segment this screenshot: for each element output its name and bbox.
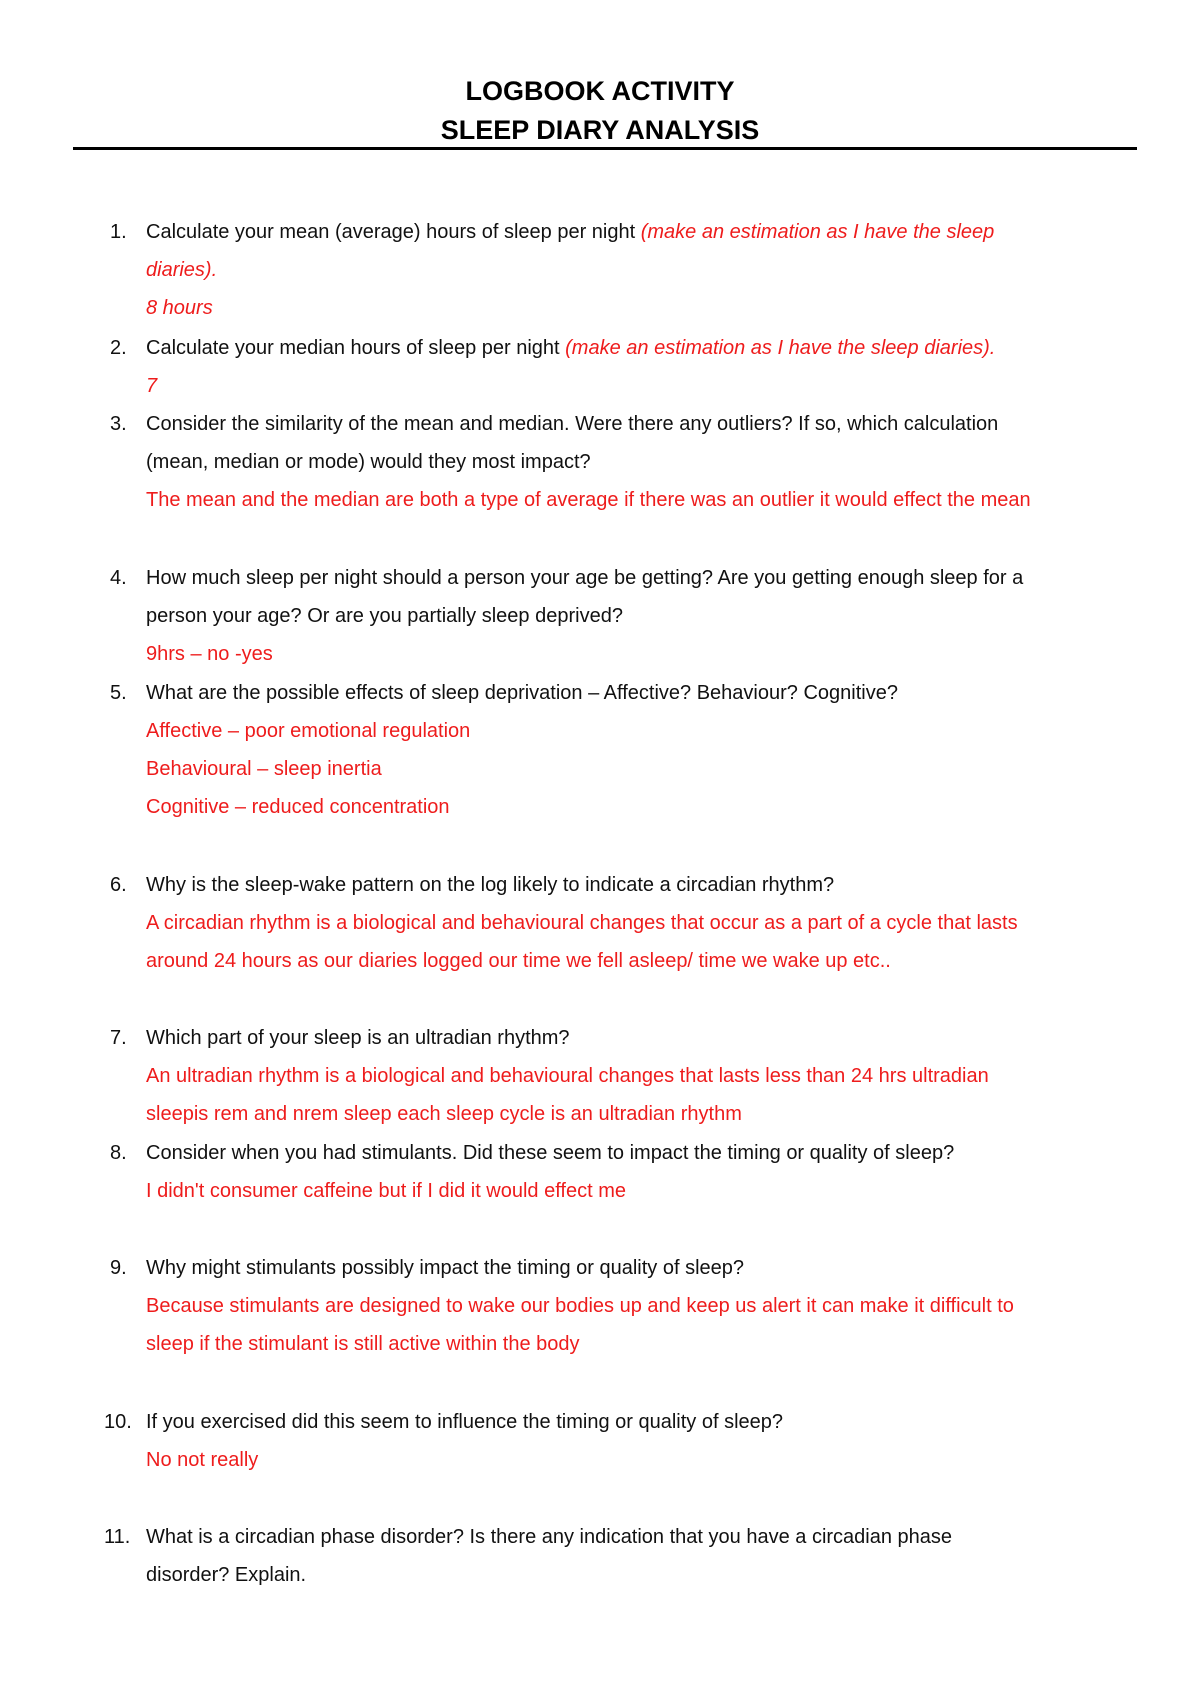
question-3 (110, 405, 1150, 519)
question-6 (110, 866, 1150, 980)
question-number: 9. (110, 1257, 127, 1279)
answer-text: An ultradian rhythm is a biological and behavioural changes that lasts less than 24 hrs ultradian (146, 1065, 989, 1087)
title-line-1: LOGBOOK ACTIVITY (465, 76, 735, 106)
answer-text: Cognitive – reduced concentration (146, 796, 450, 818)
question-text: What are the possible effects of sleep deprivation – Affective? Behaviour? Cognitive? (146, 682, 898, 704)
question-10 (104, 1403, 1150, 1479)
answer-text: sleep if the stimulant is still active within the body (146, 1333, 580, 1355)
answer-text: 8 hours (146, 297, 213, 319)
question-number: 4. (110, 567, 127, 589)
question-2 (110, 329, 1150, 405)
question-note: (make an estimation as I have the sleep diaries). (565, 337, 996, 359)
question-text: Consider when you had stimulants. Did these seem to impact the timing or quality of sleep? (146, 1142, 955, 1164)
question-number: 11. (104, 1526, 131, 1548)
answer-text: Because stimulants are designed to wake our bodies up and keep us alert it can make it difficult to (146, 1295, 1014, 1317)
answer-text: around 24 hours as our diaries logged our time we fell asleep/ time we wake up etc.. (146, 950, 891, 972)
question-text: disorder? Explain. (146, 1564, 307, 1586)
answer-text: 9hrs – no -yes (146, 643, 273, 665)
answer-text: Behavioural – sleep inertia (146, 758, 382, 780)
question-11 (104, 1518, 1150, 1594)
answer-text: 7 (146, 375, 158, 397)
answer-text: I didn't consumer caffeine but if I did it would effect me (146, 1180, 627, 1202)
title-line-2: SLEEP DIARY ANALYSIS (440, 115, 760, 145)
question-number: 1. (110, 221, 127, 243)
answer-text: No not really (146, 1449, 259, 1471)
answer-text: sleepis rem and nrem sleep each sleep cycle is an ultradian rhythm (146, 1103, 742, 1125)
question-1 (110, 213, 1150, 327)
answer-text: The mean and the median are both a type of average if there was an outlier it would effect the mean (146, 489, 1031, 511)
question-number: 7. (110, 1027, 127, 1049)
question-text: Consider the similarity of the mean and median. Were there any outliers? If so, which calculation (146, 413, 999, 435)
question-text: Why might stimulants possibly impact the timing or quality of sleep? (146, 1257, 745, 1279)
question-number: 3. (110, 413, 127, 435)
question-note-continued: diaries). (146, 259, 218, 281)
question-number: 10. (104, 1411, 132, 1433)
question-text: How much sleep per night should a person your age be getting? Are you getting enough sleep for a (146, 567, 1024, 589)
question-text: If you exercised did this seem to influence the timing or quality of sleep? (146, 1411, 784, 1433)
question-number: 2. (110, 337, 127, 359)
question-number: 6. (110, 874, 127, 896)
question-number: 5. (110, 682, 127, 704)
question-text: Which part of your sleep is an ultradian rhythm? (146, 1027, 570, 1049)
question-4 (110, 559, 1150, 673)
question-7 (110, 1019, 1150, 1133)
question-text: (mean, median or mode) would they most impact? (146, 451, 591, 473)
answer-text: Affective – poor emotional regulation (146, 720, 471, 742)
question-text: Calculate your median hours of sleep per night (146, 337, 560, 359)
question-text: Why is the sleep-wake pattern on the log likely to indicate a circadian rhythm? (146, 874, 835, 896)
question-5 (110, 674, 1150, 826)
question-9 (110, 1249, 1150, 1363)
question-text: Calculate your mean (average) hours of sleep per night (146, 221, 636, 243)
question-8 (110, 1134, 1150, 1210)
question-text: person your age? Or are you partially sleep deprived? (146, 605, 623, 627)
question-text: What is a circadian phase disorder? Is there any indication that you have a circadian phase (146, 1526, 953, 1548)
question-number: 8. (110, 1142, 127, 1164)
answer-text: A circadian rhythm is a biological and behavioural changes that occur as a part of a cycle that lasts (146, 912, 1018, 934)
question-note: (make an estimation as I have the sleep (640, 221, 995, 243)
